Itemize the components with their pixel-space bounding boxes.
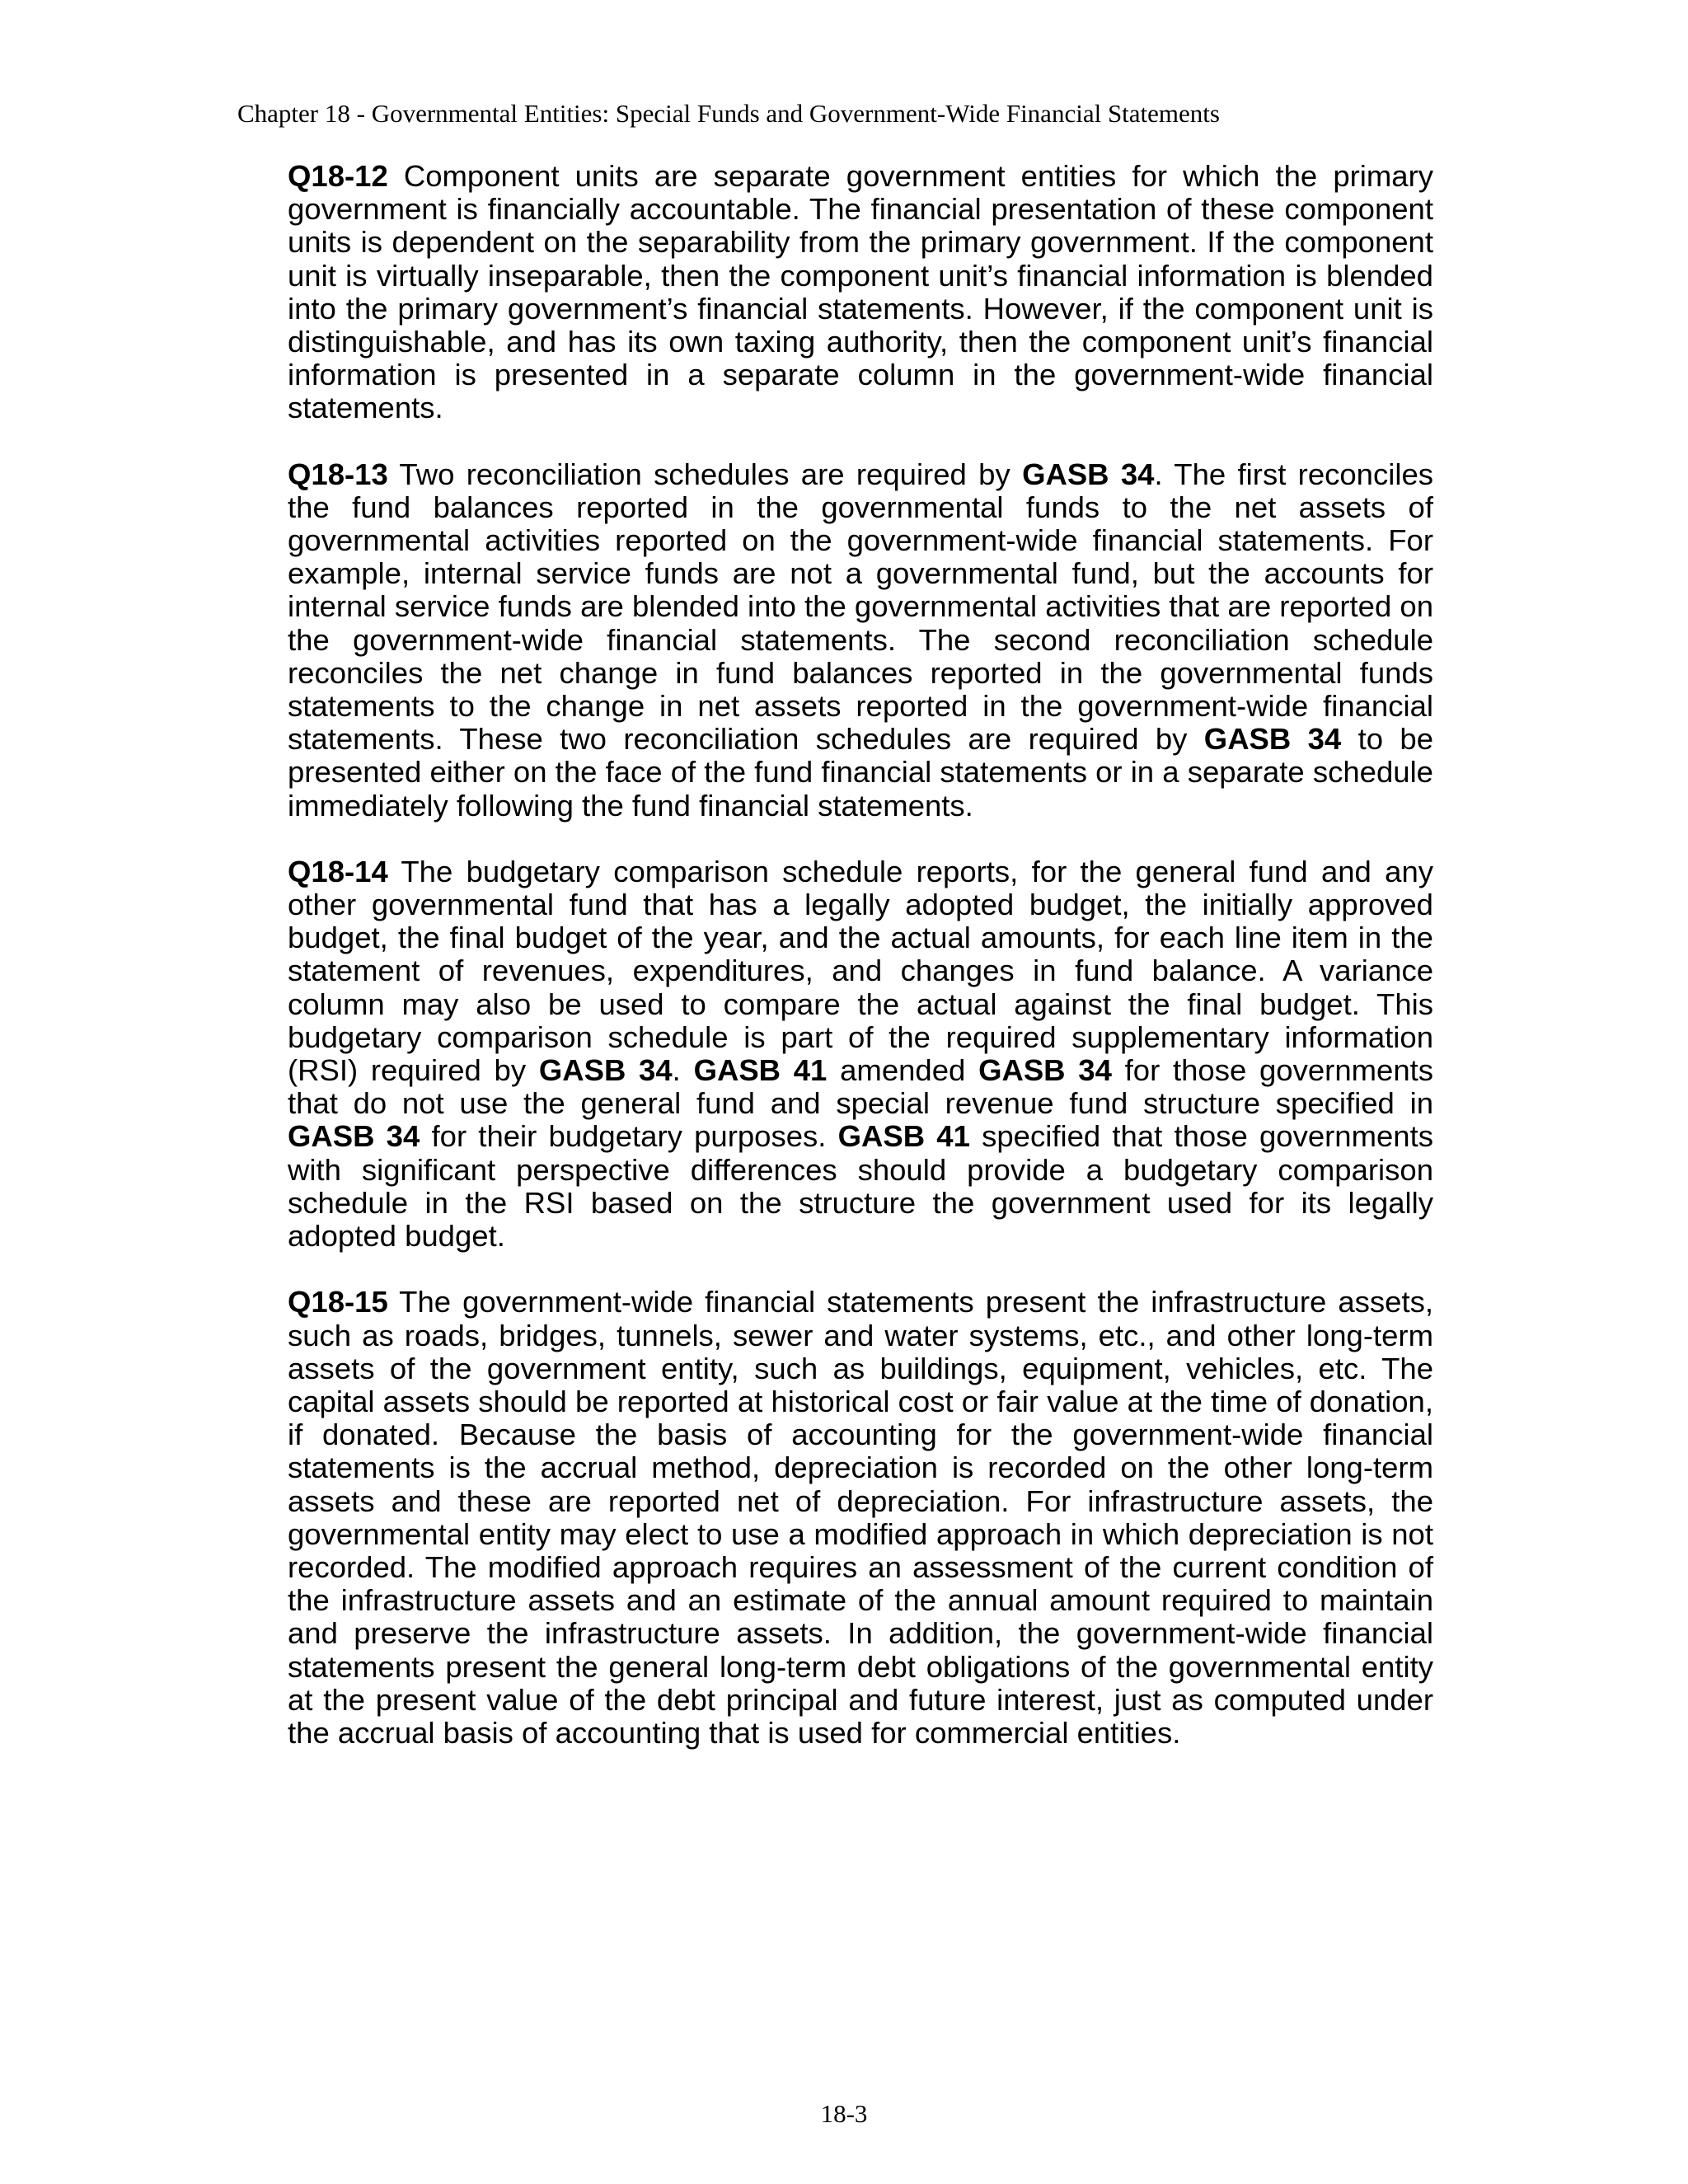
text-segment: . [672, 1053, 694, 1088]
paragraph-text [288, 159, 1433, 424]
standard-reference: GASB 34 [1022, 457, 1155, 491]
standard-reference: GASB 34 [538, 1053, 673, 1088]
question-label: Q18-12 [288, 159, 388, 193]
answer-paragraph [288, 458, 1433, 823]
standard-reference: GASB 34 [1203, 722, 1342, 757]
page-header: Chapter 18 - Governmental Entities: Special Funds and Government-Wide Financial Statements [237, 99, 1220, 128]
page-number: 18-3 [820, 2099, 868, 2128]
text-segment: Two reconciliation schedules are required by [387, 457, 1023, 491]
answer-paragraph [288, 855, 1433, 1253]
text-segment: The government-wide financial statements present the infrastructure assets, such as roads, bridges, tunnels, sewer and water systems, etc., and other long-term assets of the government entity, such as buildings, equipment, vehicles, etc. The capital assets should be reported at historical cost or fair value at the time of donation, if donated. Because the basis of accounting for the government-wide financial statements is the accrual method, depreciation is recorded on the other long-term assets and these are reported net of depreciation. For infrastructure assets, the governmental entity may elect to use a modified approach in which depreciation is not recorded. The modified approach requires an assessment of the current condition of the infrastructure assets and an estimate of the annual amount required to maintain and preserve the infrastructure assets. In addition, the government-wide financial statements present the general long-term debt obligations of the governmental entity at the present value of the debt principal and future interest, just as computed under the accrual basis of accounting that is used for commercial entities. [288, 1285, 1433, 1750]
standard-reference: GASB 41 [837, 1119, 970, 1154]
answer-paragraph [288, 160, 1433, 425]
standard-reference: GASB 34 [288, 1119, 420, 1154]
paragraph-text [288, 855, 1433, 1253]
text-segment: specified that those governments with significant perspective differences should provide a budgetary comparison schedule in the RSI based on the structure the government used for its legally adopted budget. [288, 1119, 1433, 1254]
answer-paragraph [288, 1286, 1433, 1750]
paragraph-text [288, 457, 1433, 823]
question-label: Q18-15 [288, 1285, 388, 1319]
document-body [288, 160, 1433, 1783]
text-segment: for those governments that do not use the general fund and special revenue fund structure specified in [288, 1053, 1434, 1121]
standard-reference: GASB 34 [978, 1053, 1112, 1088]
text-segment: for their budgetary purposes. [420, 1119, 838, 1154]
question-label: Q18-14 [288, 854, 388, 888]
text-segment: Component units are separate government entities for which the primary government is financially accountable. The financial presentation of these component units is dependent on the separability from the primary government. If the component unit is virtually inseparable, then the component unit’s financial information is blended into the primary government’s financial statements. However, if the component unit is distinguishable, and has its own taxing authority, then the component unit’s financial information is presented in a separate column in the government-wide financial statements. [288, 159, 1433, 425]
standard-reference: GASB 41 [693, 1053, 828, 1088]
question-label: Q18-13 [288, 457, 388, 491]
text-segment: The budgetary comparison schedule reports, for the general fund and any other governmental fund that has a legally adopted budget, the initially approved budget, the final budget of the year, and the actual amounts, for each line item in the statement of revenues, expenditures, and changes in fund balance. A variance column may also be used to compare the actual against the final budget. This budgetary comparison schedule is part of the required supplementary information (RSI) required by [288, 854, 1433, 1088]
text-segment: to be presented either on the face of the fund financial statements or in a separate schedule immediately following the fund financial statements. [288, 722, 1433, 823]
paragraph-text [288, 1285, 1433, 1750]
text-segment: . The first reconciles the fund balances reported in the governmental funds to the net assets of governmental activities reported on the government-wide financial statements. For example, internal service funds are not a governmental fund, but the accounts for internal service funds are blended into the governmental activities that are reported on the government-wide financial statements. The second reconciliation schedule reconciles the net change in fund balances reported in the governmental funds statements to the change in net assets reported in the government-wide financial statements. These two reconciliation schedules are required by [288, 457, 1433, 757]
text-segment: amended [827, 1053, 979, 1088]
